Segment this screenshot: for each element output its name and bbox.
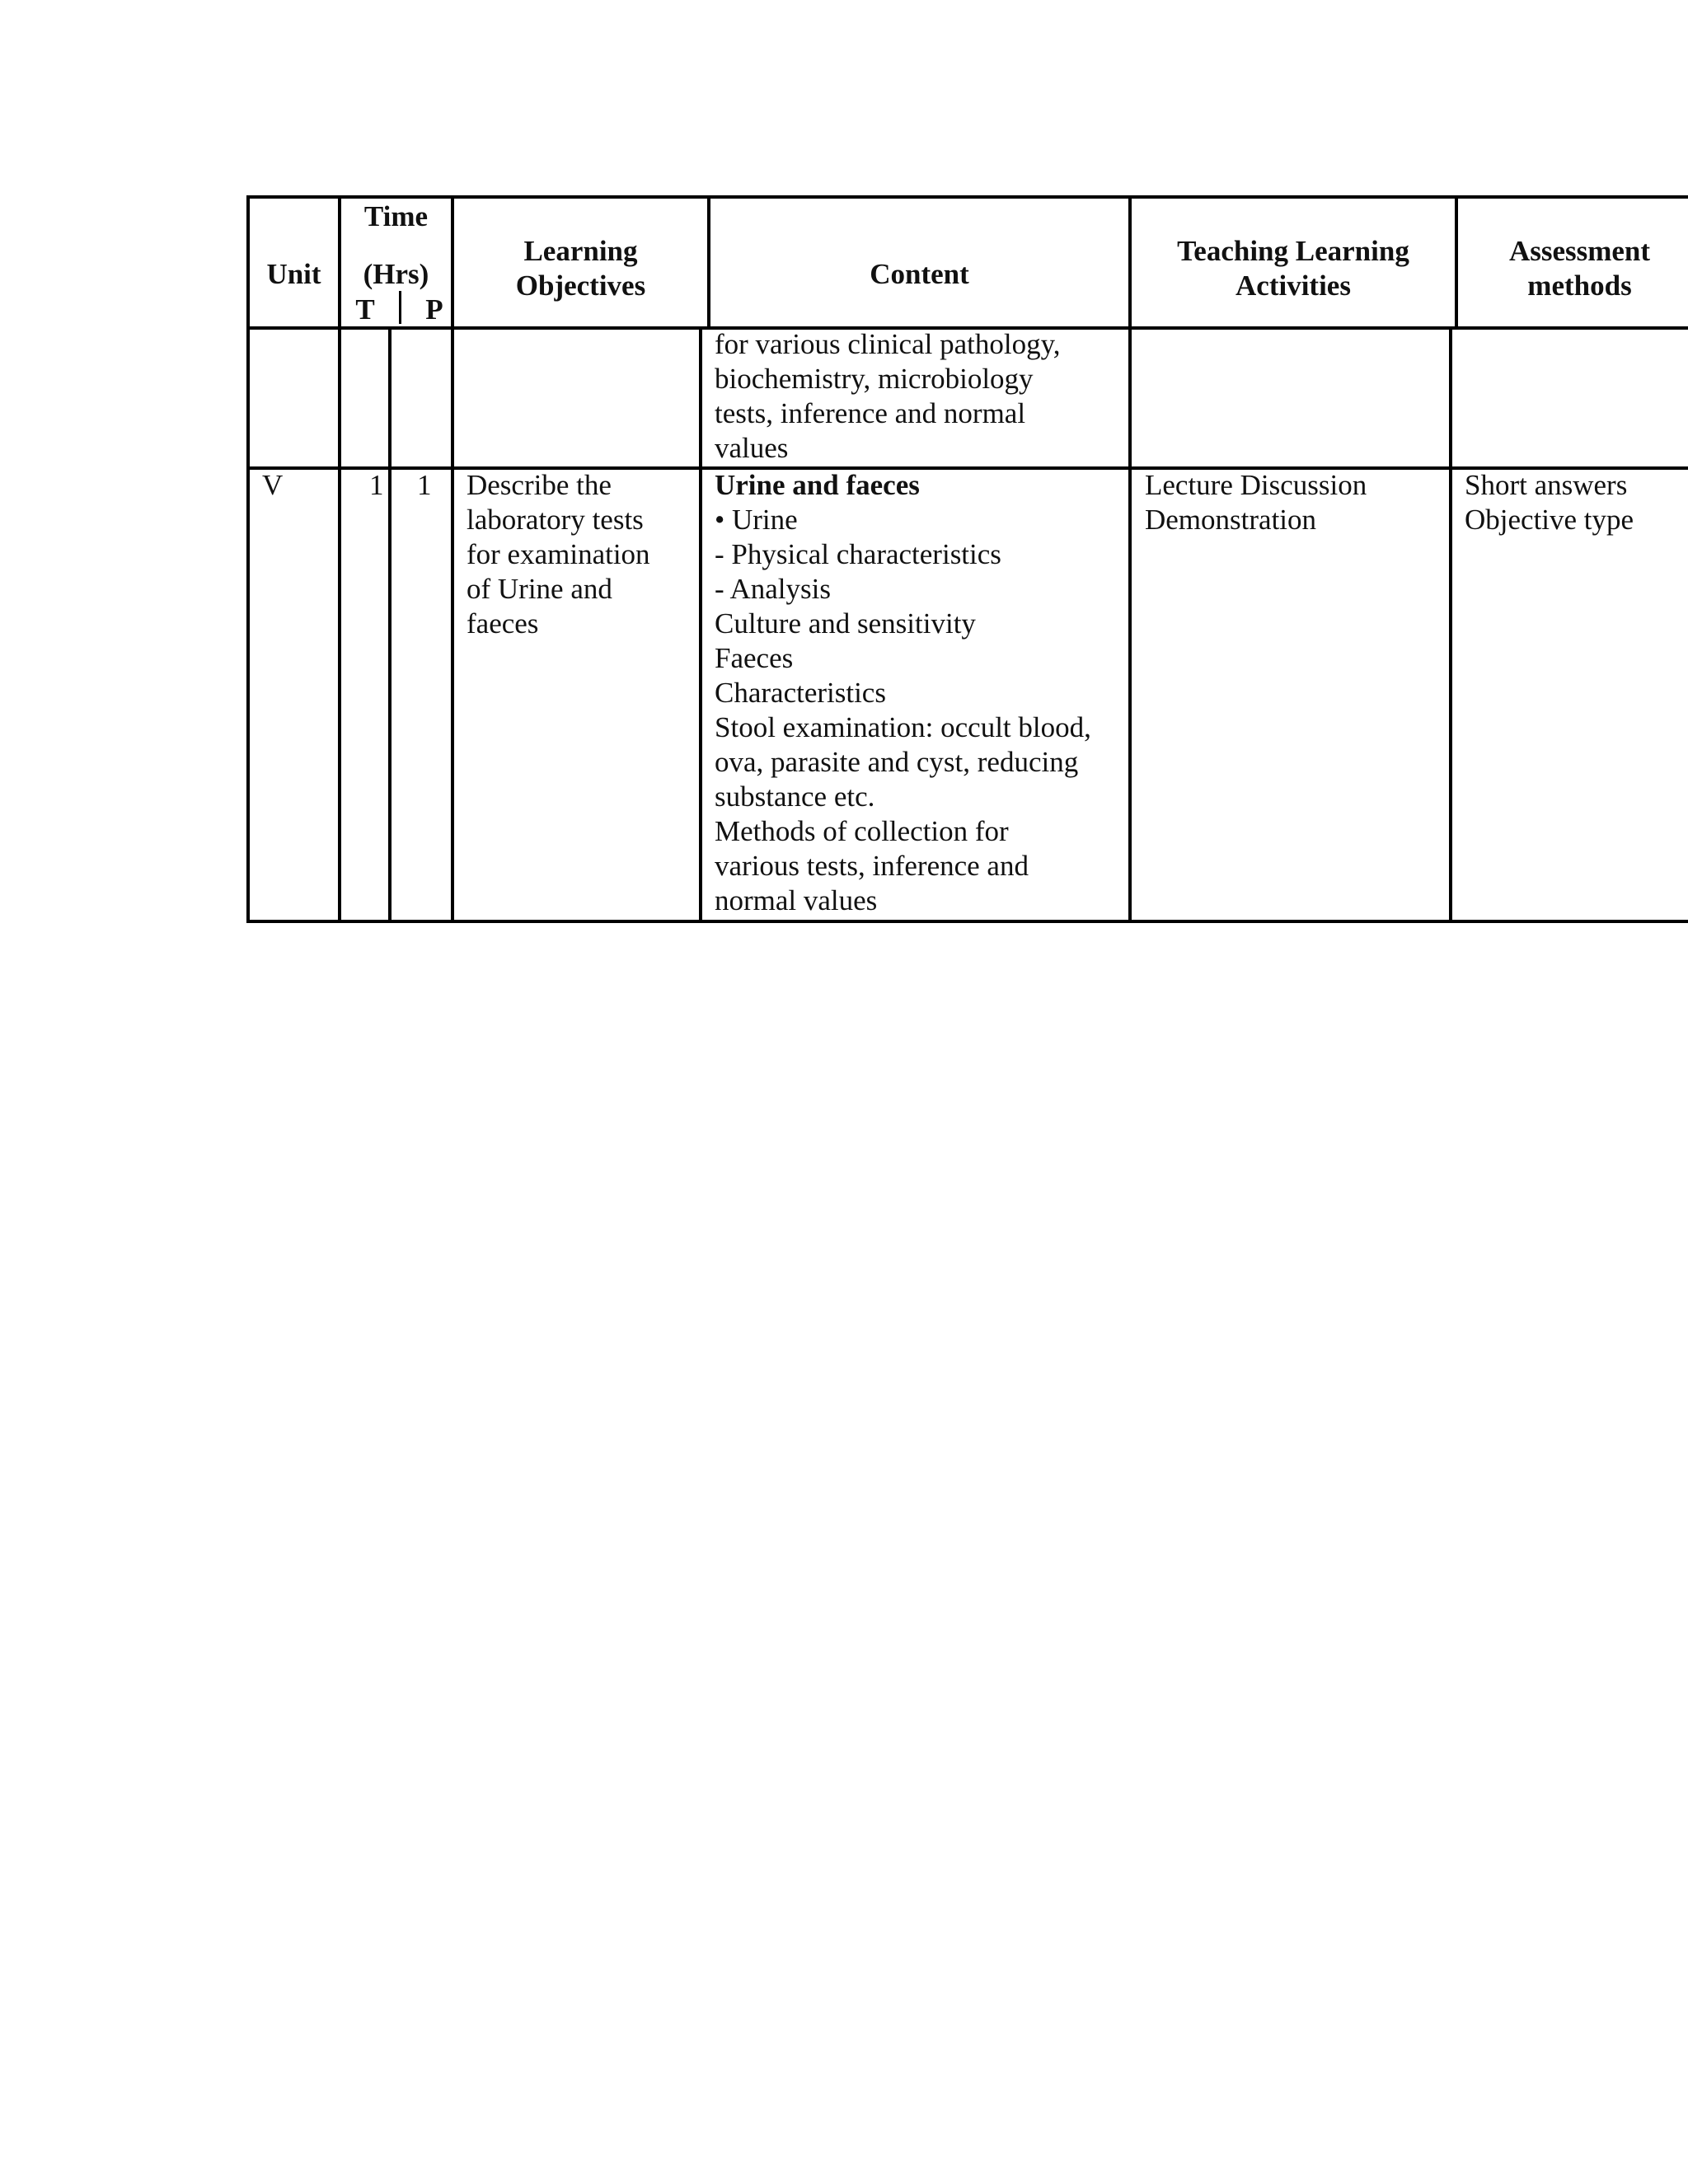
time-column-border (451, 195, 454, 923)
header-learning-objectives-line2: Objectives (515, 269, 646, 302)
assessment-line: Objective type (1465, 504, 1634, 536)
header-teaching-line2: Activities (1236, 269, 1351, 302)
header-unit: Unit (266, 258, 321, 290)
objective-line: of Urine and (467, 573, 612, 605)
header-assessment-methods (1458, 234, 1688, 303)
content-line: Faeces (715, 642, 794, 674)
content-line: biochemistry, microbiology (715, 363, 1034, 395)
table-bottom-border (247, 920, 1688, 923)
content-line: Characteristics (715, 677, 886, 709)
header-assessment-line1: Assessment (1508, 235, 1651, 267)
content-line: Stool examination: occult blood, (715, 711, 1091, 743)
content-line: - Analysis (715, 573, 831, 605)
t-p-column-border (388, 326, 392, 923)
content-line: Methods of collection for (715, 815, 1009, 847)
table-top-border (247, 195, 1688, 199)
header-assessment-line2: methods (1527, 269, 1632, 302)
header-teaching-learning-activities (1132, 234, 1455, 303)
objective-line: Describe the (467, 469, 612, 501)
objective-line: faeces (467, 607, 539, 640)
header-p: P (425, 293, 443, 326)
header-time: Time (363, 200, 429, 232)
content-line: - Physical characteristics (715, 538, 1001, 570)
table-left-border (246, 195, 250, 923)
header-hrs: (Hrs) (363, 258, 429, 290)
activities-column-border (1449, 326, 1452, 923)
t-hours-cell: 1 (369, 469, 384, 501)
content-line: substance etc. (715, 780, 875, 813)
assessment-cell (1465, 468, 1634, 537)
p-hours-cell: 1 (417, 469, 432, 501)
assessment-line: Short answers (1465, 469, 1628, 501)
content-line: • Urine (715, 504, 798, 536)
unit-cell: V (262, 469, 284, 501)
objective-line: laboratory tests (467, 504, 644, 536)
content-line: tests, inference and normal (715, 397, 1026, 429)
header-learning-objectives-line1: Learning (523, 235, 638, 267)
continued-content-cell (715, 327, 1061, 466)
header-content: Content (870, 258, 969, 290)
content-line: ova, parasite and cyst, reducing (715, 746, 1079, 778)
content-column-border (1128, 195, 1132, 923)
content-cell (715, 468, 1091, 918)
unit-column-border (338, 195, 341, 923)
objectives-cell (467, 468, 650, 641)
header-t: T (355, 293, 375, 326)
objective-line: for examination (467, 538, 650, 570)
t-p-header-divider (399, 291, 401, 324)
header-teaching-line1: Teaching Learning (1177, 235, 1409, 267)
content-line: normal values (715, 884, 878, 916)
content-line: Culture and sensitivity (715, 607, 976, 640)
objectives-column-border (699, 326, 702, 923)
activity-line: Lecture Discussion (1145, 469, 1367, 501)
activities-cell (1145, 468, 1367, 537)
header-learning-objectives (454, 234, 707, 303)
content-title: Urine and faeces (715, 469, 920, 501)
content-line: for various clinical pathology, (715, 328, 1061, 360)
content-line: various tests, inference and (715, 850, 1029, 882)
content-line: values (715, 432, 789, 464)
activity-line: Demonstration (1145, 504, 1317, 536)
